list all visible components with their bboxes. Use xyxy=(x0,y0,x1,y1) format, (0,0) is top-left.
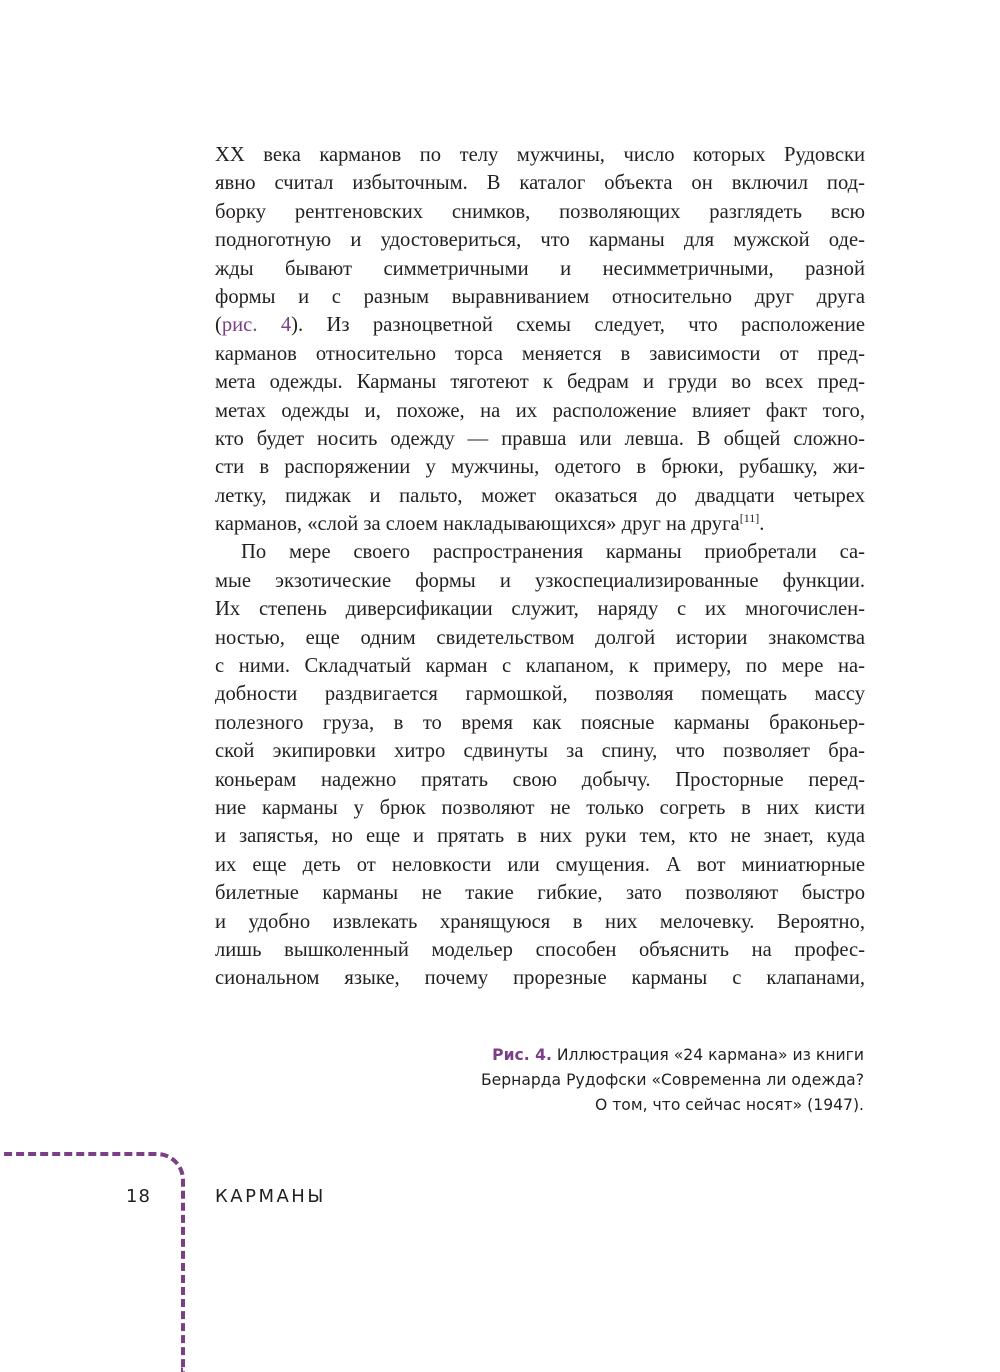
caption-line xyxy=(404,1043,864,1068)
figure-caption xyxy=(404,1043,864,1118)
text-line: сиональном языке, почему прорезные карманы с клапанами, xyxy=(215,967,865,990)
text-line: подноготную и удостовериться, что карманы для мужской оде- xyxy=(215,229,865,252)
text-line: сти в распоряжении у мужчины, одетого в брюки, рубашку, жи- xyxy=(215,456,865,479)
caption-line: О том, что сейчас носят» (1947). xyxy=(594,1096,864,1114)
text-line: борку рентгеновских снимков, позволяющих разглядеть всю xyxy=(215,200,865,223)
running-title: КАРМАНЫ xyxy=(215,1186,326,1207)
footnote-marker[interactable]: [11] xyxy=(739,511,760,526)
text-line: мые экзотические формы и узкоспециализированные функции. xyxy=(215,569,865,592)
text-line: ской экипировки хитро сдвинуты за спину, что позволяет бра- xyxy=(215,740,865,763)
text-line: явно считал избыточным. В каталог объекта он включил под- xyxy=(215,172,865,195)
caption-text: Иллюстрация «24 кармана» из книги xyxy=(551,1046,864,1064)
text-line: летку, пиджак и пальто, может оказаться до двадцати четырех xyxy=(215,484,865,507)
text-line: ние карманы у брюк позволяют не только согреть в них кисти xyxy=(215,796,865,819)
text-line: и запястья, но еще и прятать в них руки тем, кто не знает, куда xyxy=(215,825,865,848)
text-line: лишь вышколенный модельер способен объяснить на профес- xyxy=(215,938,865,961)
text-line: их еще деть от неловкости или смущения. А вот миниатюрные xyxy=(215,853,865,876)
text-fragment: карманов, «слой за слоем накладывающихся» друг на друга xyxy=(215,513,740,536)
open-paren: ( xyxy=(215,314,222,337)
figure-reference-link[interactable]: рис. 4 xyxy=(221,314,292,337)
text-line: билетные карманы не такие гибкие, зато позволяют быстро xyxy=(215,882,865,905)
folio-dashed-border xyxy=(0,1152,185,1372)
text-line xyxy=(215,311,865,339)
text-line: добности раздвигается гармошкой, позволяя помещать массу xyxy=(215,683,865,706)
text-line: жды бывают симметричными и несимметричными, разной xyxy=(215,257,865,280)
text-line: По мере своего распространения карманы приобретали са- xyxy=(241,541,865,564)
text-line: с ними. Складчатый карман с клапаном, к примеру, по мере на- xyxy=(215,655,865,678)
text-line xyxy=(215,510,865,538)
text-line: кто будет носить одежду — правша или левша. В общей сложно- xyxy=(215,427,865,450)
text-line: Их степень диверсификации служит, наряду с их многочислен- xyxy=(215,598,865,621)
text-line: формы и с разным выравниванием относительно друг друга xyxy=(215,285,865,308)
text-line: ностью, еще одним свидетельством долгой истории знакомства xyxy=(215,626,865,649)
text-fragment: . xyxy=(759,513,765,536)
text-line: коньерам надежно прятать свою добычу. Просторные перед- xyxy=(215,768,865,791)
caption-label: Рис. 4. xyxy=(492,1046,552,1064)
text-line: мета одежды. Карманы тяготеют к бедрам и груди во всех пред- xyxy=(215,371,865,394)
text-line: полезного груза, в то время как поясные карманы браконьер- xyxy=(215,711,865,734)
body-text xyxy=(215,141,865,993)
text-line: метах одежды и, похоже, на их расположение влияет факт того, xyxy=(215,399,865,422)
text-line: карманов относительно торса меняется в зависимости от пред- xyxy=(215,342,865,365)
text-line: и удобно извлекать хранящуюся в них мелочевку. Вероятно, xyxy=(215,910,865,933)
page-number: 18 xyxy=(126,1186,151,1207)
text-line: XX века карманов по телу мужчины, число которых Рудовски xyxy=(215,144,865,166)
text-fragment: ). Из разноцветной схемы следует, что расположение xyxy=(291,314,865,337)
caption-line: Бернарда Рудофски «Современна ли одежда? xyxy=(480,1071,864,1089)
